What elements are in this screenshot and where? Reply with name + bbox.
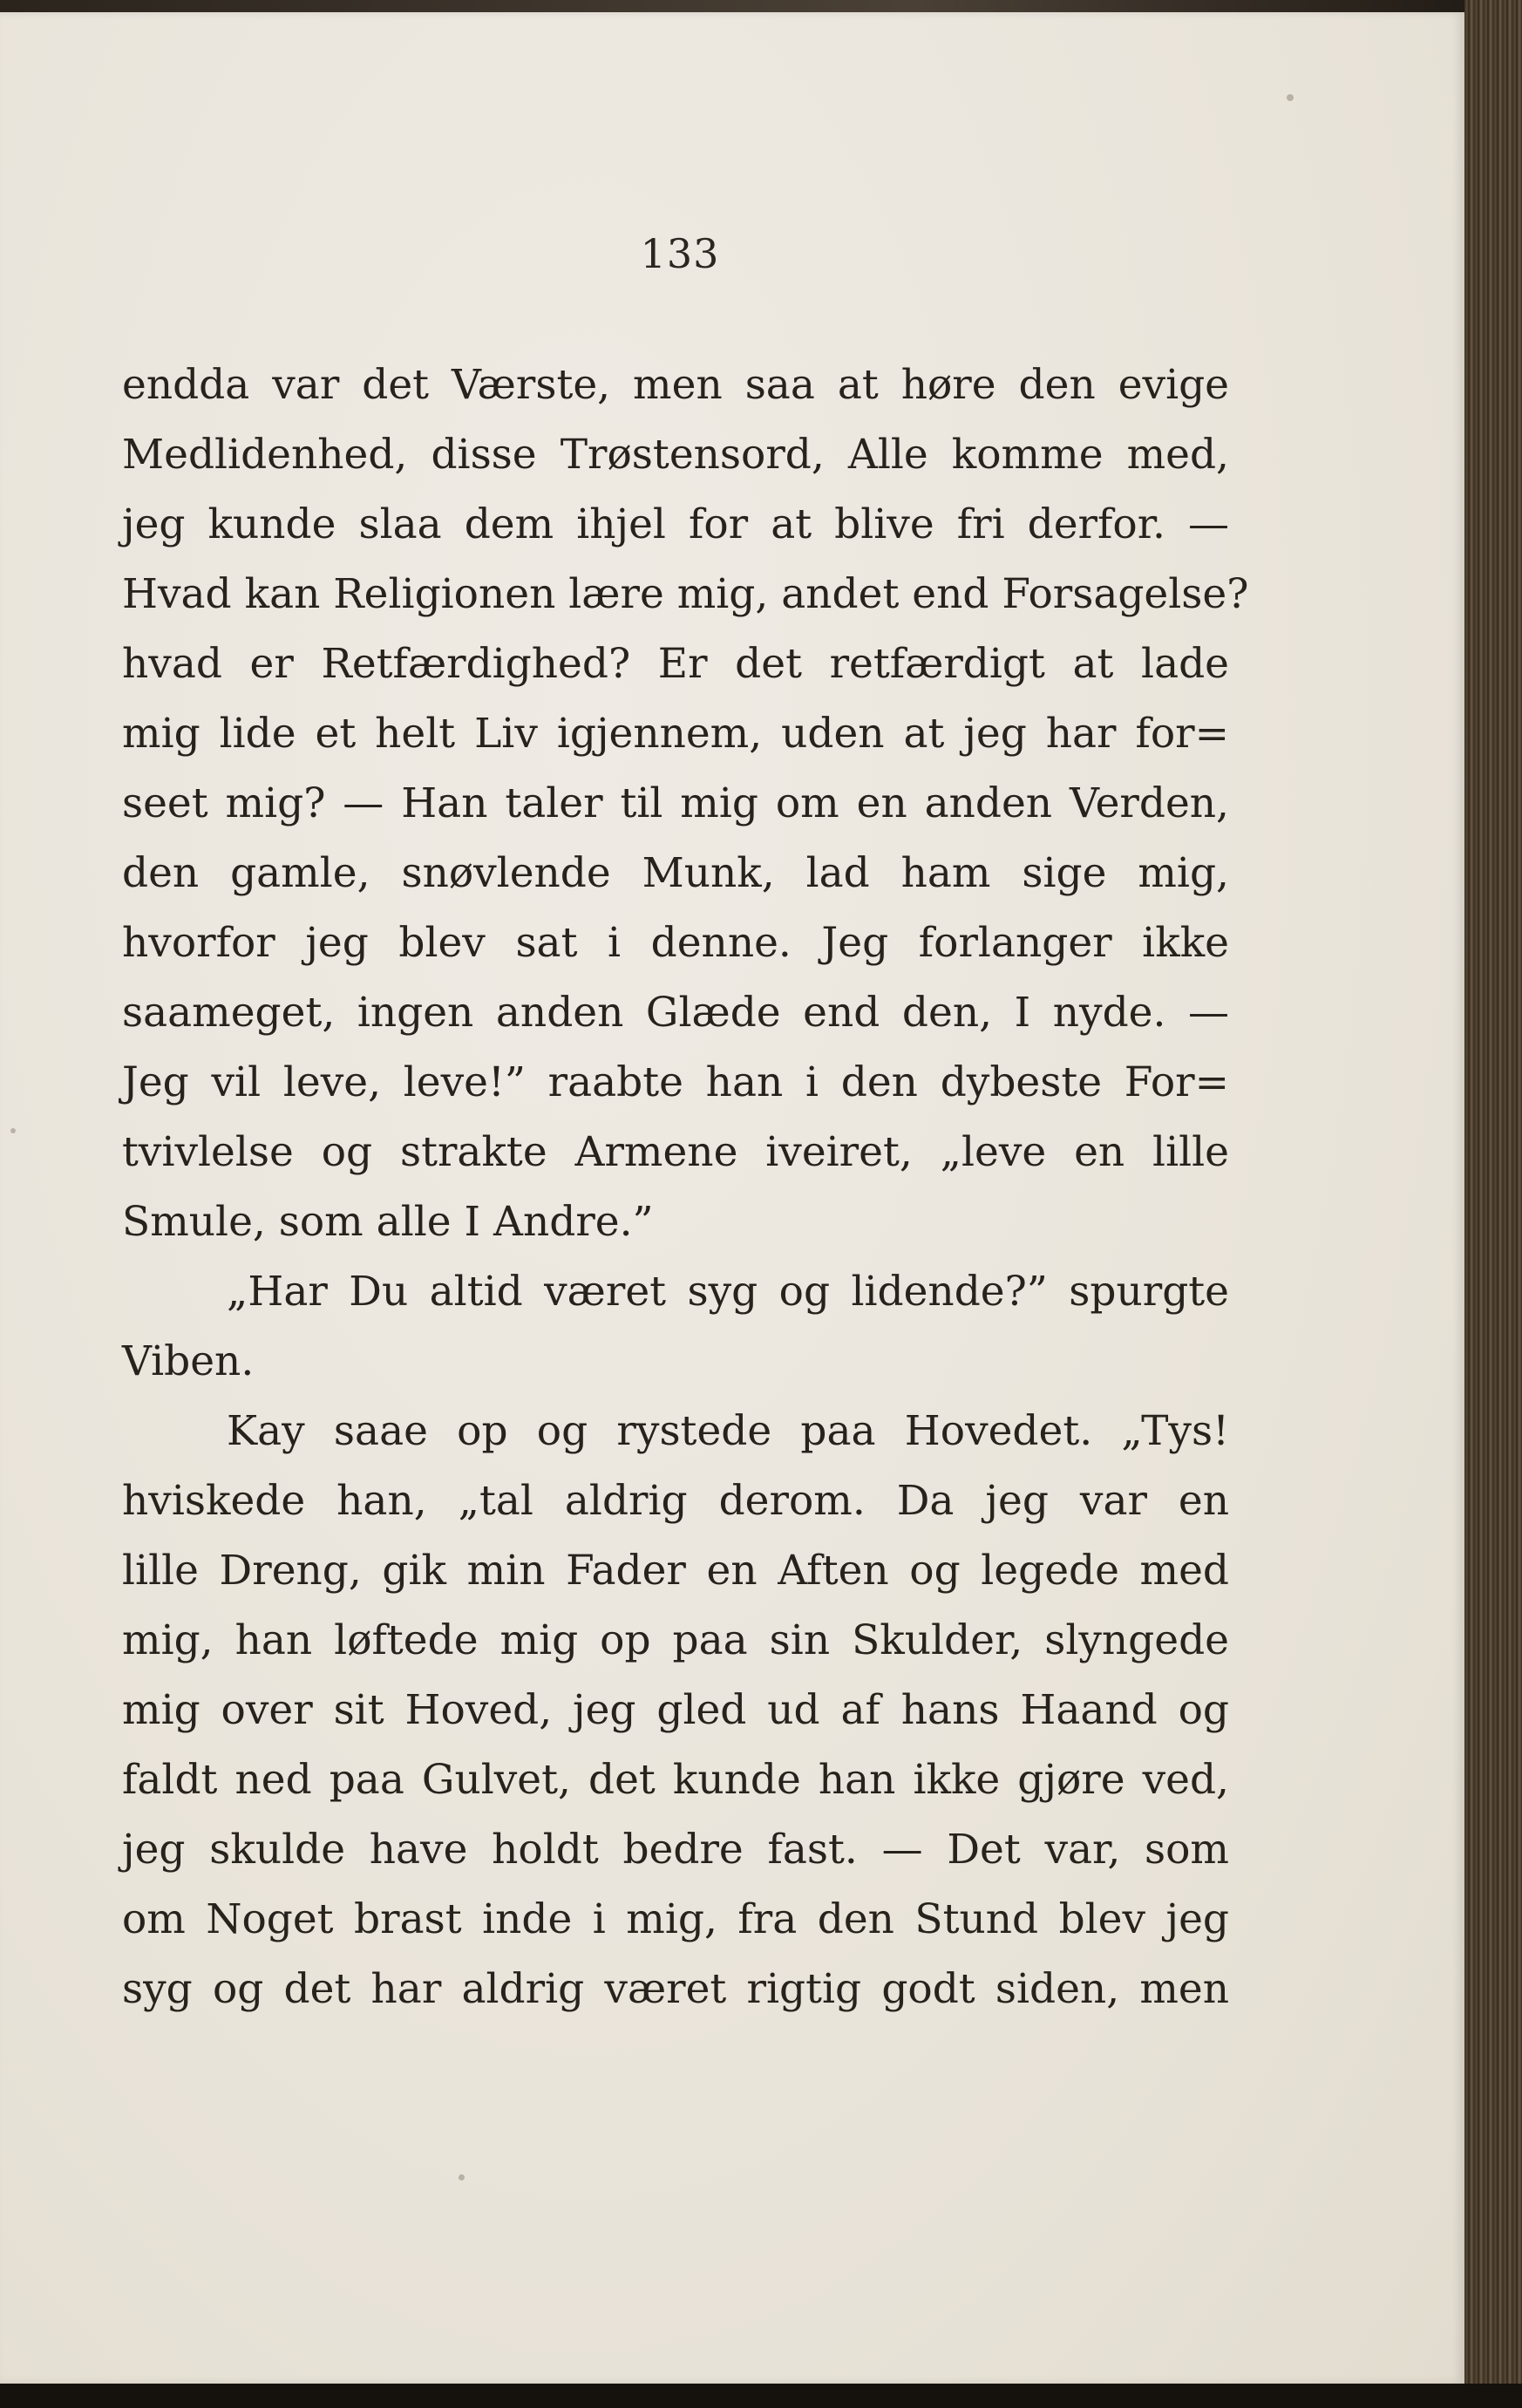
text-line: „Har Du altid været syg og lidende?” spurgte [227,1268,1229,1316]
page-number: 133 [640,230,720,277]
text-line: den gamle, snøvlende Munk, lad ham sige mig, [122,849,1229,897]
text-line: Hvad kan Religionen lære mig, andet end Forsagelse? [122,570,1249,618]
text-line: mig over sit Hoved, jeg gled ud af hans Haand og [122,1686,1229,1734]
paper-speck [459,2174,465,2180]
text-line: Jeg vil leve, leve!” raabte han i den dybeste For= [122,1058,1229,1106]
paper-speck [10,1128,16,1133]
text-line: jeg kunde slaa dem ihjel for at blive fri derfor. — [122,500,1229,548]
text-line: Kay saae op og rystede paa Hovedet. „Tys! [227,1407,1229,1455]
text-line: saameget, ingen anden Glæde end den, I nyde. — [122,989,1229,1037]
text-line: Smule, som alle I Andre.” [122,1198,654,1246]
book-page [0,12,1464,2384]
text-line: mig, han løftede mig op paa sin Skulder, slyngede [122,1616,1229,1664]
text-line: hviskede han, „tal aldrig derom. Da jeg var en [122,1477,1229,1525]
text-line: hvorfor jeg blev sat i denne. Jeg forlanger ikke [122,919,1229,967]
text-line: om Noget brast inde i mig, fra den Stund blev jeg [122,1895,1229,1943]
text-line: mig lide et helt Liv igjennem, uden at jeg har for= [122,710,1229,758]
text-line: Viben. [122,1337,255,1385]
book-top-edge [0,0,1522,12]
body-text [122,350,1249,2024]
text-line: jeg skulde have holdt bedre fast. — Det var, som [122,1826,1229,1874]
paper-speck [1287,94,1294,101]
book-spine-edge [1464,0,1522,2408]
text-line: Medlidenhed, disse Trøstensord, Alle komme med, [122,431,1229,479]
text-line: hvad er Retfærdighed? Er det retfærdigt at lade [122,640,1229,688]
text-line: syg og det har aldrig været rigtig godt siden, men [122,1965,1229,2013]
text-line: seet mig? — Han taler til mig om en anden Verden, [122,779,1229,827]
text-line: lille Dreng, gik min Fader en Aften og legede med [122,1547,1229,1595]
text-line: endda var det Værste, men saa at høre den evige [122,361,1229,409]
book-bottom-edge [0,2384,1522,2408]
text-line: tvivlelse og strakte Armene iveiret, „leve en lille [122,1128,1229,1176]
text-line: faldt ned paa Gulvet, det kunde han ikke gjøre ved, [122,1756,1229,1804]
